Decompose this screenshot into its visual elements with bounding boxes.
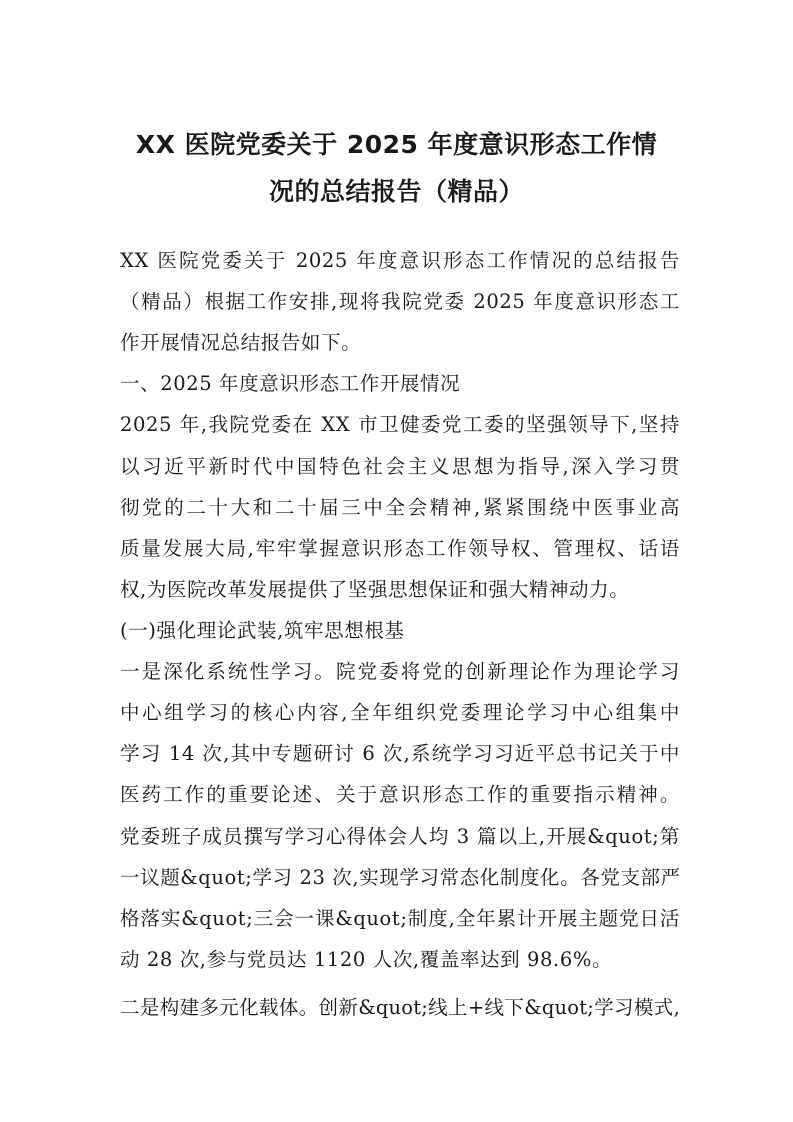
- body-line: 以习近平新时代中国特色社会主义思想为指导,深入学习贯: [120, 455, 680, 478]
- body-line: 作开展情况总结报告如下。: [120, 331, 362, 354]
- body-line: 一议题&quot;学习 23 次,实现学习常态化制度化。各党支部严: [120, 866, 681, 889]
- body-line: 二是构建多元化载体。创新&quot;线上+线下&quot;学习模式,: [120, 996, 680, 1019]
- body-line: 一是深化系统性学习。院党委将党的创新理论作为理论学习: [120, 660, 680, 683]
- body-line: 2025 年,我院党委在 XX 市卫健委党工委的坚强领导下,坚持: [120, 413, 680, 436]
- body-line: （精品）根据工作安排,现将我院党委 2025 年度意识形态工: [120, 290, 680, 313]
- body-line: XX 医院党委关于 2025 年度意识形态工作情况的总结报告: [120, 249, 680, 272]
- body-line: 学习 14 次,其中专题研讨 6 次,系统学习习近平总书记关于中: [120, 742, 680, 765]
- body-line: 质量发展大局,牢牢掌握意识形态工作领导权、管理权、话语: [120, 537, 680, 560]
- body-line: 动 28 次,参与党员达 1120 人次,覆盖率达到 98.6%。: [120, 948, 613, 971]
- body-line: 格落实&quot;三会一课&quot;制度,全年累计开展主题党日活: [120, 907, 680, 930]
- body-line: 权,为医院改革发展提供了坚强思想保证和强大精神动力。: [120, 578, 630, 601]
- body-line: 中心组学习的核心内容,全年组织党委理论学习中心组集中: [120, 701, 680, 724]
- body-line: 彻党的二十大和二十届三中全会精神,紧紧围绕中医事业高: [120, 496, 680, 519]
- body-line: 党委班子成员撰写学习心得体会人均 3 篇以上,开展&quot;第: [120, 825, 680, 848]
- section-heading: 一、2025 年度意识形态工作开展情况: [120, 372, 461, 395]
- body-line: 医药工作的重要论述、关于意识形态工作的重要指示精神。: [120, 783, 680, 806]
- subsection-heading: (一)强化理论武装,筑牢思想根基: [120, 619, 405, 642]
- document-title-line-1: XX 医院党委关于 2025 年度意识形态工作情: [135, 130, 658, 159]
- document-title-line-2: 况的总结报告（精品）: [268, 177, 524, 206]
